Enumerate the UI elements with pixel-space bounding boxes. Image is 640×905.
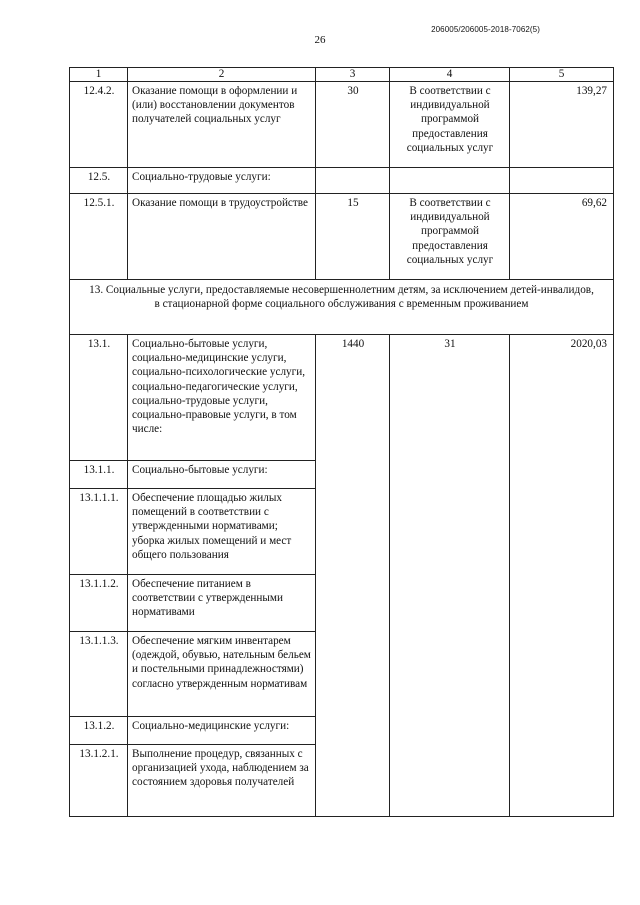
- service-quantity: 30: [316, 82, 390, 168]
- page-number: 26: [314, 34, 326, 46]
- table-row: [70, 168, 614, 194]
- section-title-row: [70, 280, 614, 335]
- table-row: [70, 194, 614, 280]
- service-name: Оказание помощи в трудоустройстве: [128, 194, 316, 280]
- header-cell-5: 5: [510, 68, 614, 82]
- document-code: 206005/206005-2018-7062(5): [431, 25, 540, 34]
- service-quantity: 1440: [316, 335, 390, 817]
- row-number: 13.1.1.: [70, 461, 128, 489]
- service-name: Выполнение процедур, связанных с организацией ухода, наблюдением за состоянием здоровья получателей: [128, 745, 316, 817]
- service-name: Социально-бытовые услуги:: [128, 461, 316, 489]
- service-terms: [390, 168, 510, 194]
- service-price: 69,62: [510, 194, 614, 280]
- row-number: 13.1.1.3.: [70, 632, 128, 717]
- header-cell-1: 1: [70, 68, 128, 82]
- service-quantity: [316, 168, 390, 194]
- service-name: Обеспечение питанием в соответствии с утвержденными нормативами: [128, 575, 316, 632]
- service-terms: 31: [390, 335, 510, 817]
- services-table: [69, 67, 614, 817]
- row-number: 13.1.2.1.: [70, 745, 128, 817]
- services-table-container: [69, 67, 613, 817]
- service-terms: В соответствии с индивидуальной программой предоставления социальных услуг: [390, 194, 510, 280]
- service-price: 139,27: [510, 82, 614, 168]
- service-name: Социально-бытовые услуги, социально-медицинские услуги, социально-психологические услуги, социально-педагогические услуги, социально-трудовые услуги, социально-правовые услуги, в том числе:: [128, 335, 316, 461]
- row-number: 13.1.1.1.: [70, 489, 128, 575]
- table-row: [70, 335, 614, 461]
- service-name: Социально-трудовые услуги:: [128, 168, 316, 194]
- service-price: [510, 168, 614, 194]
- header-cell-4: 4: [390, 68, 510, 82]
- row-number: 13.1.2.: [70, 717, 128, 745]
- service-quantity: 15: [316, 194, 390, 280]
- service-name: Оказание помощи в оформлении и (или) восстановлении документов получателей социальных услуг: [128, 82, 316, 168]
- row-number: 12.4.2.: [70, 82, 128, 168]
- section-title: 13. Социальные услуги, предоставляемые несовершеннолетним детям, за исключением детей-инвалидов, в стационарной форме социального обслуживания с временным проживанием: [70, 280, 614, 335]
- service-price: 2020,03: [510, 335, 614, 817]
- table-header-row: [70, 68, 614, 82]
- service-name: Социально-медицинские услуги:: [128, 717, 316, 745]
- service-name: Обеспечение мягким инвентарем (одеждой, обувью, нательным бельем и постельными принадлежностями) согласно утвержденным нормативам: [128, 632, 316, 717]
- row-number: 12.5.: [70, 168, 128, 194]
- header-cell-2: 2: [128, 68, 316, 82]
- row-number: 13.1.: [70, 335, 128, 461]
- row-number: 13.1.1.2.: [70, 575, 128, 632]
- service-name: Обеспечение площадью жилых помещений в соответствии с утвержденными нормативами; уборка жилых помещений и мест общего пользования: [128, 489, 316, 575]
- header-cell-3: 3: [316, 68, 390, 82]
- service-terms: В соответствии с индивидуальной программой предоставления социальных услуг: [390, 82, 510, 168]
- row-number: 12.5.1.: [70, 194, 128, 280]
- table-row: [70, 82, 614, 168]
